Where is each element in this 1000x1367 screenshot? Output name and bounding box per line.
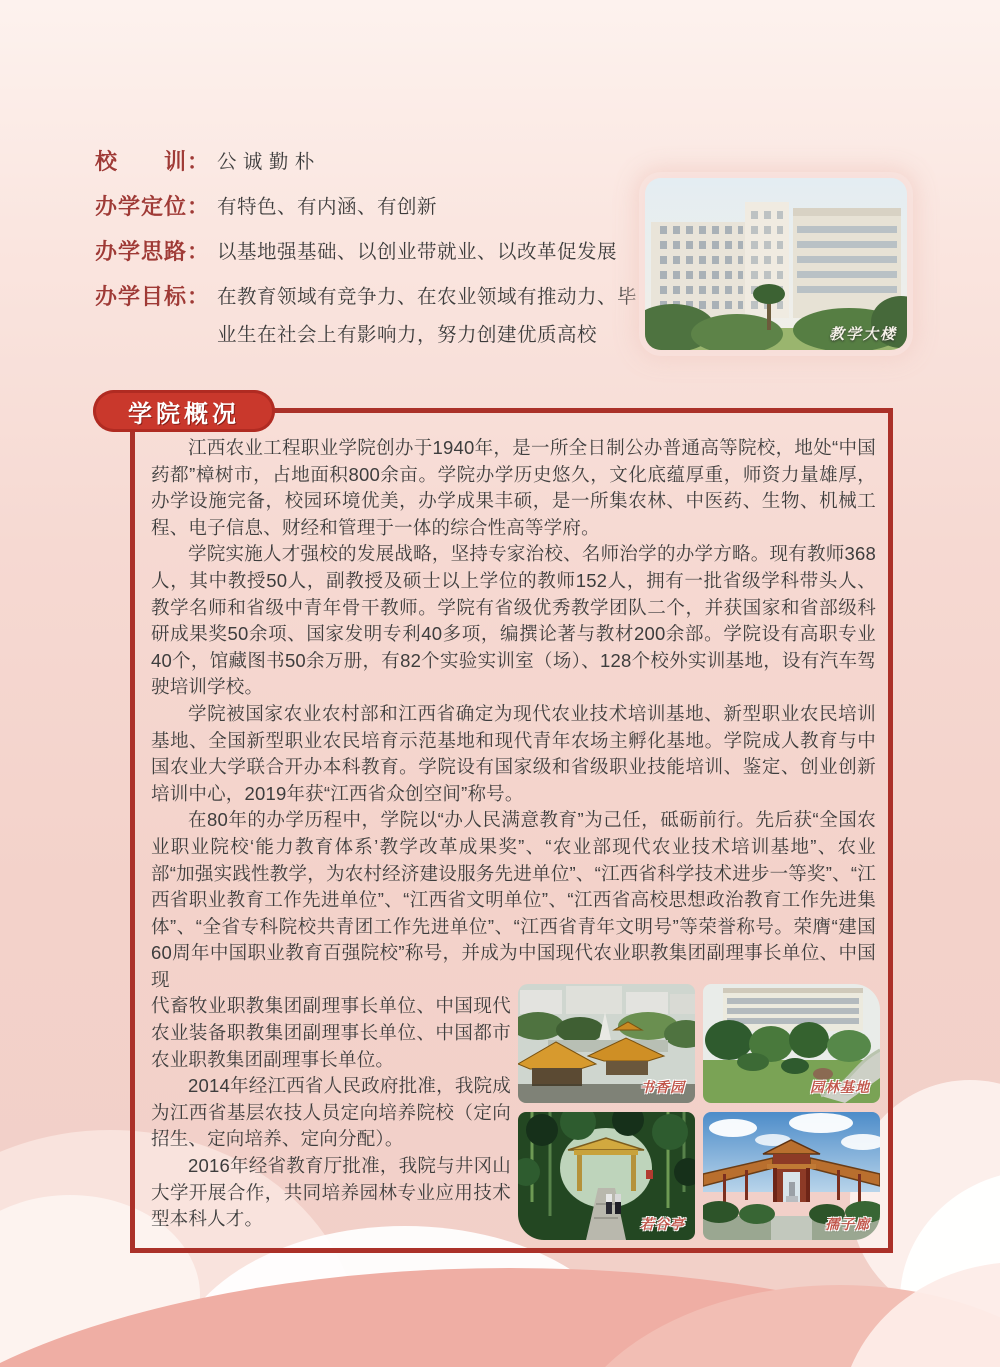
motto-row-silu [95, 233, 655, 271]
campus-photo-ruzilang [703, 1112, 880, 1240]
campus-photo-caption: 园林基地 [810, 1080, 870, 1096]
overview-paragraph: 江西农业工程职业学院创办于1940年，是一所全日制公办普通高等院校，地处“中国药都”樟树市，占地面积800余亩。学院办学历史悠久，文化底蕴厚重，师资力量雄厚，办学设施完备，校园环境优美，办学成果丰硕，是一所集农林、中医药、生物、机械工程、电子信息、财经和管理于一体的综合性高等学府。 [151, 437, 876, 538]
motto-label: 办学目标： [95, 284, 211, 309]
campus-photo-ruoguting [518, 1112, 695, 1240]
motto-row-dingwei [95, 188, 655, 226]
campus-photo-grid [518, 984, 880, 1240]
overview-paragraph: 学院实施人才强校的发展战略，坚持专家治校、名师治学的办学方略。现有教师368人，其中教授50人，副教授及硕士以上学位的教师152人，拥有一批省级学科带头人、教学名师和省级中青年骨干教师。学院有省级优秀教学团队二个，并获国家和省部级科研成果奖50余项、国家发明专利40多项，编撰论著与教材200余部。学院设有高职专业40个，馆藏图书50余万册，有82个实验实训室（场）、128个校外实训基地，设有汽车驾驶培训学校。 [151, 543, 876, 698]
overview-paragraph: 2016年经省教育厅批准，我院与井冈山大学开展合作，共同培养园林专业应用技术型本科人才。 [151, 1155, 511, 1230]
overview-narrow-column [151, 993, 511, 1232]
motto-label: 校 训： [95, 149, 211, 174]
campus-photo-yuanlinjidi [703, 984, 880, 1103]
campus-photo-caption: 孺子廊 [825, 1217, 870, 1233]
motto-value: 在教育领域有竞争力、在农业领域有推动力、毕业生在社会上有影响力，努力创建优质高校 [217, 286, 638, 346]
building-photo-caption: 教学大楼 [828, 325, 897, 343]
overview-paragraph: 代畜牧业职教集团副理事长单位、中国现代农业装备职教集团副理事长单位、中国都市农业职教集团副理事长单位。 [151, 995, 511, 1070]
teaching-building-photo [645, 178, 907, 350]
motto-label: 办学定位： [95, 194, 211, 219]
motto-row-xiaoxun [95, 143, 655, 181]
motto-value: 公 诚 勤 朴 [217, 151, 315, 173]
school-motto-block [95, 143, 655, 361]
motto-row-mubiao [95, 278, 655, 354]
overview-box [130, 408, 893, 1253]
campus-photo-caption: 若谷亭 [640, 1217, 685, 1233]
section-badge-overview [93, 390, 275, 432]
campus-photo-caption: 书香园 [640, 1080, 685, 1096]
overview-paragraph: 学院被国家农业农村部和江西省确定为现代农业技术培训基地、新型职业农民培训基地、全国新型职业农民培育示范基地和现代青年农场主孵化基地。学院成人教育与中国农业大学联合开办本科教育。学院设有国家级和省级职业技能培训、鉴定、创业创新培训中心，2019年获“江西省众创空间”称号。 [151, 702, 876, 804]
motto-value: 有特色、有内涵、有创新 [217, 196, 438, 218]
section-title: 学院概况 [128, 399, 240, 428]
overview-paragraph: 在80年的办学历程中，学院以“办人民满意教育”为己任，砥砺前行。先后获“全国农业职业院校‘能力教育体系’教学改革成果奖”、“农业部现代农业技术培训基地”、农业部“加强实践性教学，为农村经济建设服务先进单位”、“江西省科学技术进步一等奖”、“江西省职业教育工作先进单位”、“江西省文明单位”、“江西省高校思想政治教育工作先进集体”、“全省专科院校共青团工作先进单位”、“江西省青年文明号”等荣誉称号。荣膺“建国60周年中国职业教育百强院校”称号，并成为中国现代农业职教集团副理事长单位、中国现 [151, 809, 876, 990]
overview-paragraph: 2014年经江西省人民政府批准，我院成为江西省基层农技人员定向培养院校（定向招生、定向培养、定向分配）。 [151, 1075, 511, 1150]
campus-photo-shuxiangyuan [518, 984, 695, 1103]
motto-label: 办学思路： [95, 239, 211, 264]
motto-value: 以基地强基础、以创业带就业、以改革促发展 [217, 241, 618, 263]
